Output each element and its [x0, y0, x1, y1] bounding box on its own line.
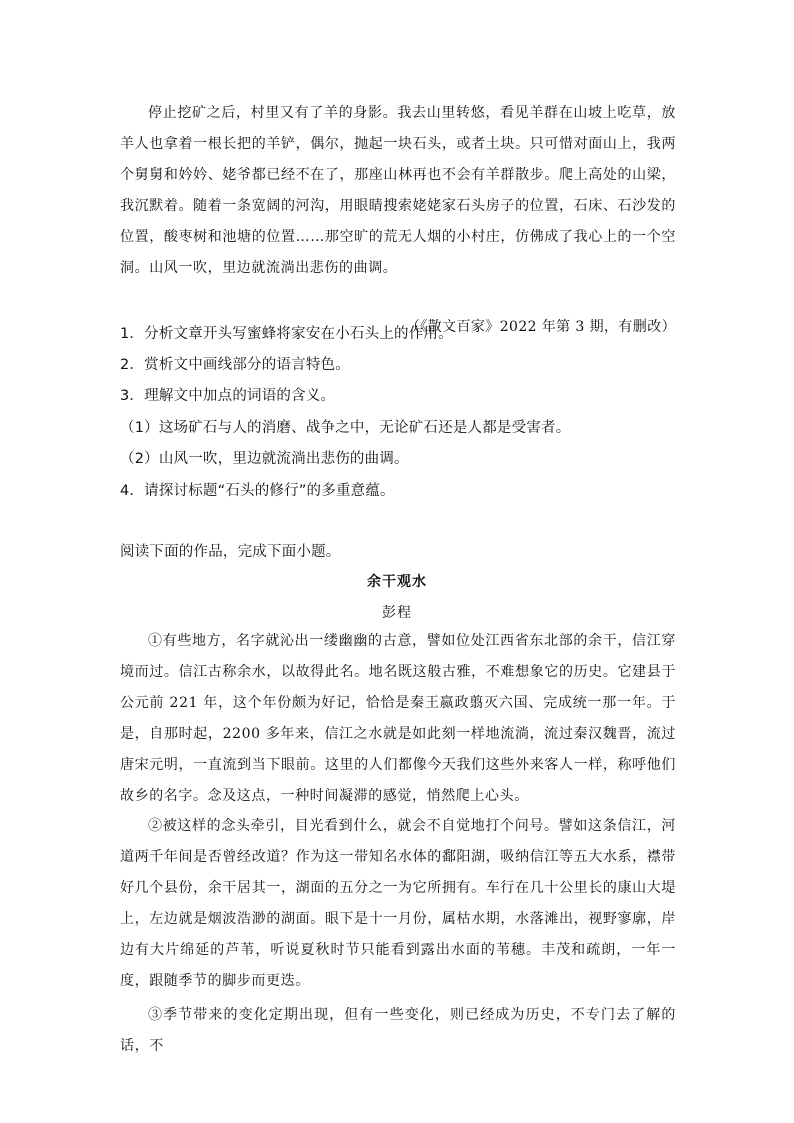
question-3-sub-2: （2）山风一吹，里边就流淌出悲伤的曲调。	[120, 451, 409, 467]
question-2: 2．赏析文中画线部分的语言特色。	[120, 357, 350, 373]
question-1: 1．分析文章开头写蜜蜂将家安在小石头上的作用。	[120, 326, 453, 342]
question-4: 4．请探讨标题“石头的修行”的多重意蕴。	[120, 483, 395, 499]
passage2-paragraph-3: ③季节带来的变化定期出现，但有一些变化，则已经成为历史，不专门去了解的话，不	[120, 1007, 676, 1054]
passage1-source: （《散文百家》2022 年第 3 期，有删改）	[405, 319, 676, 335]
passage2-author: 彭程	[382, 605, 412, 621]
question-3-sub-1: （1）这场矿石与人的消磨、战争之中，无论矿石还是人都是受害者。	[120, 420, 571, 436]
passage2-paragraph-1: ①有些地方，名字就沁出一缕幽幽的古意，譬如位处江西省东北部的余干，信江穿境而过。信江古称余水，以故得此名。地名既这般古雅，不难想象它的历史。它建县于公元前 221 年，这个年份颇为好记，恰恰是秦王嬴政翦灭六国、完成统一那一年。于是，自那时起，2200 多年来，信江之水就是如此刻一样地流淌，流过秦汉魏晋，流过唐宋元明，一直流到当下眼前。这里的人们都像今天我们这些外来客人一样，称呼他们故乡的名字。念及这点，一种时间凝滞的感觉，悄然爬上心头。	[120, 633, 676, 804]
question-3: 3．理解文中加点的词语的含义。	[120, 388, 336, 404]
passage2-paragraph-2: ②被这样的念头牵引，目光看到什么，就会不自觉地打个问号。譬如这条信江，河道两千年间是否曾经改道？作为这一带知名水体的鄱阳湖，吸纳信江等五大水系，襟带好几个县份，余干居其一，湖面的五分之一为它所拥有。车行在几十公里长的康山大堤上，左边就是烟波浩渺的湖面。眼下是十一月份，属枯水期，水落滩出，视野寥廓，岸边有大片绵延的芦苇，听说夏秋时节只能看到露出水面的苇穗。丰茂和疏朗，一年一度，跟随季节的脚步而更迭。	[120, 818, 676, 989]
passage1-paragraph: 停止挖矿之后，村里又有了羊的身影。我去山里转悠，看见羊群在山坡上吃草，放羊人也拿着一根长把的羊铲，偶尔，抛起一块石头，或者土块。只可惜对面山上，我两个舅舅和妗妗、姥爷都已经不在了，那座山林再也不会有羊群散步。爬上高处的山梁，我沉默着。随着一条宽阔的河沟，用眼睛搜索姥姥家石头房子的位置，石床、石沙发的位置，酸枣树和池塘的位置……那空旷的荒无人烟的小村庄，仿佛成了我心上的一个空洞。山风一吹，里边就流淌出悲伤的曲调。	[120, 105, 676, 276]
reading-instruction: 阅读下面的作品，完成下面小题。	[120, 544, 341, 560]
passage2-title: 余干观水	[367, 574, 427, 590]
